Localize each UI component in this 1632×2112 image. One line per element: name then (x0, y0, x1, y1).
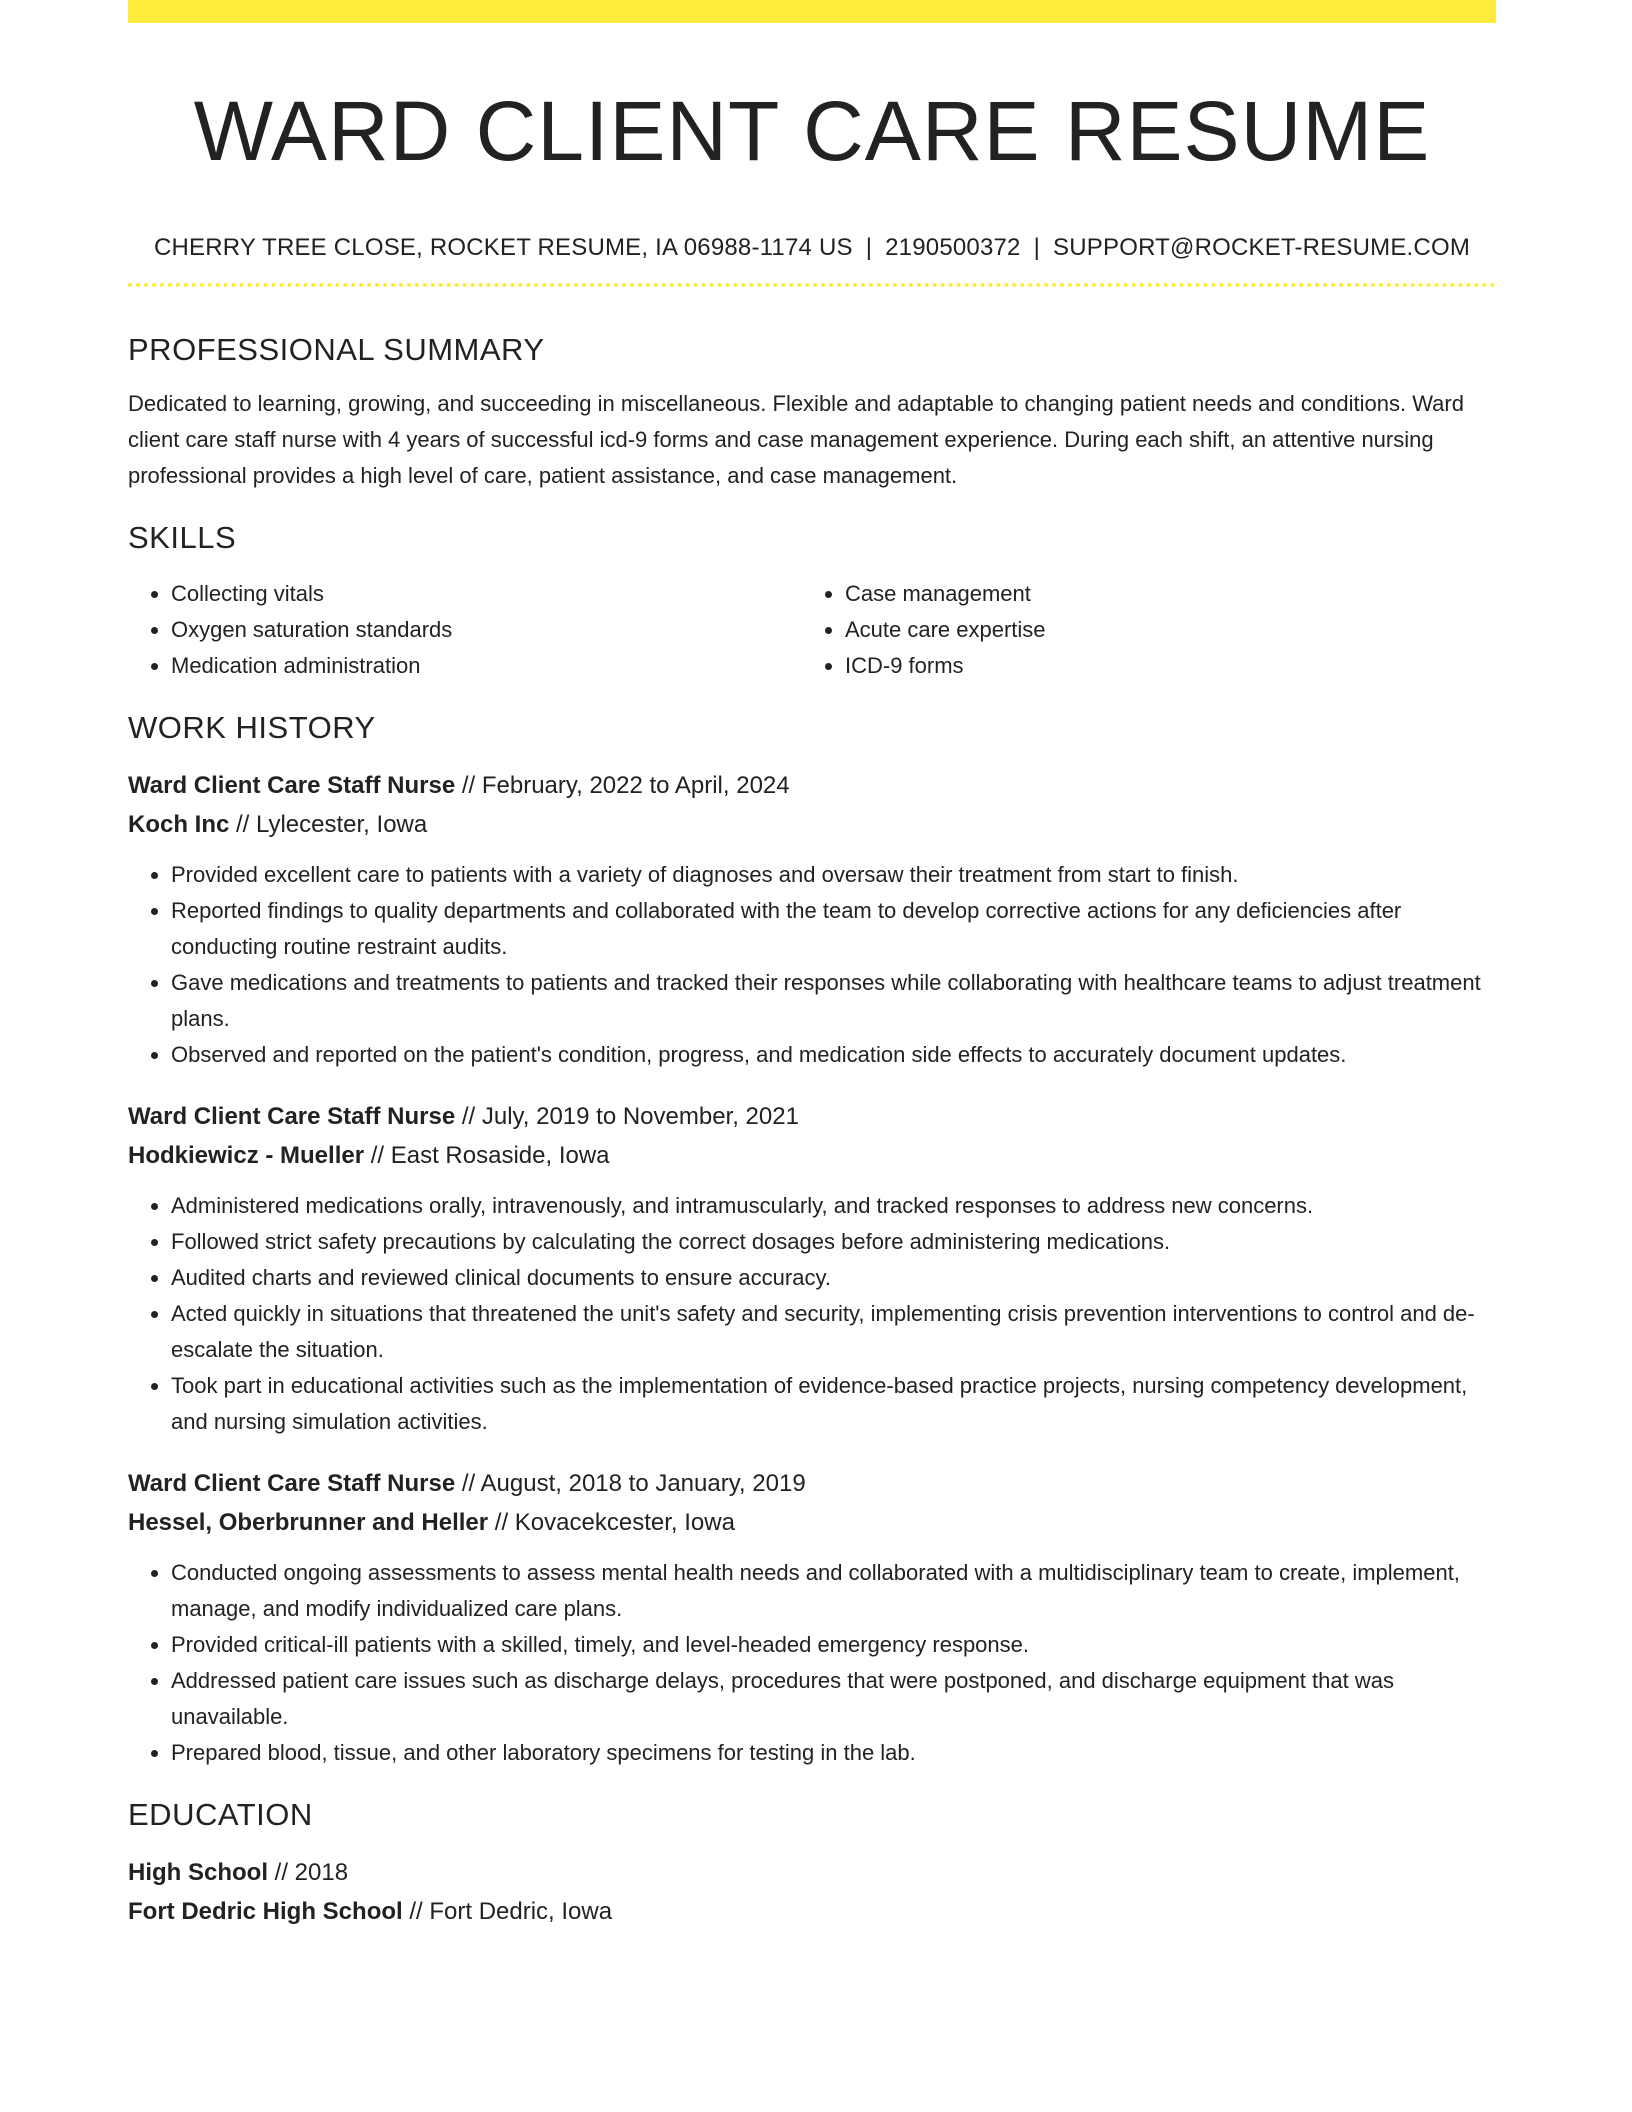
job-company: Hessel, Oberbrunner and Heller (128, 1509, 489, 1536)
job-bullet: • Provided excellent care to patients with a variety of diagnoses and oversaw their treatment from start to finish. (171, 857, 1496, 893)
skill-item: • Acute care expertise (845, 612, 1476, 648)
job-entry (128, 766, 1496, 1073)
job-dates: // July, 2019 to November, 2021 (455, 1103, 799, 1130)
summary-heading: PROFESSIONAL SUMMARY (128, 332, 545, 367)
education-school: Fort Dedric High School (128, 1898, 403, 1925)
job-location: // East Rosaside, Iowa (364, 1142, 610, 1169)
job-dates: // February, 2022 to April, 2024 (455, 772, 790, 799)
education-degree: High School (128, 1859, 268, 1886)
education-heading: EDUCATION (128, 1797, 313, 1832)
work-history-heading: WORK HISTORY (128, 710, 376, 745)
job-bullet: • Prepared blood, tissue, and other laboratory specimens for testing in the lab. (171, 1735, 1496, 1771)
skill-item: • Case management (845, 576, 1476, 612)
contact-separator: | (1033, 234, 1041, 261)
job-entry (128, 1097, 1496, 1440)
contact-separator: | (865, 234, 873, 261)
job-bullet: • Conducted ongoing assessments to assess mental health needs and collaborated with a multidisciplinary team to create, implement, manage, and modify individualized care plans. (171, 1555, 1496, 1627)
job-bullet: • Acted quickly in situations that threatened the unit's safety and security, implementing crisis prevention interventions to control and de-escalate the situation. (171, 1296, 1496, 1368)
skill-item: • ICD-9 forms (845, 648, 1476, 684)
job-title: Ward Client Care Staff Nurse (128, 772, 456, 799)
resume-page (128, 0, 1496, 1931)
skill-item: • Medication administration (171, 648, 802, 684)
contact-address: CHERRY TREE CLOSE, ROCKET RESUME, IA 06988-1174 US (153, 234, 853, 261)
job-bullets (128, 1555, 1496, 1771)
job-location: // Lylecester, Iowa (229, 811, 428, 838)
job-bullet: • Audited charts and reviewed clinical documents to ensure accuracy. (171, 1260, 1496, 1296)
job-bullet: • Followed strict safety precautions by calculating the correct dosages before administering medications. (171, 1224, 1496, 1260)
job-title-line (128, 1464, 1496, 1503)
education-location: // Fort Dedric, Iowa (402, 1898, 613, 1925)
job-bullet: • Reported findings to quality departments and collaborated with the team to develop corrective actions for any deficiencies after conducting routine restraint audits. (171, 893, 1496, 965)
job-title: Ward Client Care Staff Nurse (128, 1470, 456, 1497)
job-bullet: • Provided critical-ill patients with a skilled, timely, and level-headed emergency response. (171, 1627, 1496, 1663)
job-title: Ward Client Care Staff Nurse (128, 1103, 456, 1130)
summary-text: Dedicated to learning, growing, and succeeding in miscellaneous. Flexible and adaptable to changing patient needs and conditions. Ward client care staff nurse with 4 years of successful icd-9 forms and case management experience. During each shift, an attentive nursing professional provides a high level of care, patient assistance, and case management. (128, 391, 1464, 488)
job-bullet: • Took part in educational activities such as the implementation of evidence-based practice projects, nursing competency development, and nursing simulation activities. (171, 1368, 1496, 1440)
contact-email[interactable]: SUPPORT@ROCKET-RESUME.COM (1053, 234, 1471, 261)
skill-item: • Collecting vitals (171, 576, 802, 612)
dotted-divider (128, 283, 1496, 287)
job-company: Koch Inc (128, 811, 230, 838)
job-bullet: • Gave medications and treatments to patients and tracked their responses while collaborating with healthcare teams to adjust treatment plans. (171, 965, 1496, 1037)
skills-heading: SKILLS (128, 520, 237, 555)
resume-title: WARD CLIENT CARE RESUME (193, 84, 1431, 178)
skills-column-left (128, 576, 802, 684)
skills-list (128, 576, 1496, 684)
job-entry (128, 1464, 1496, 1771)
job-company-line (128, 1136, 1496, 1175)
skill-item: • Oxygen saturation standards (171, 612, 802, 648)
job-bullet: • Administered medications orally, intravenously, and intramuscularly, and tracked responses to address new concerns. (171, 1188, 1496, 1224)
job-bullets (128, 857, 1496, 1073)
education-degree-line (128, 1853, 1496, 1892)
contact-phone[interactable]: 2190500372 (885, 234, 1021, 261)
education-entry (128, 1853, 1496, 1931)
education-year: // 2018 (268, 1859, 349, 1886)
job-company: Hodkiewicz - Mueller (128, 1142, 365, 1169)
job-bullets (128, 1188, 1496, 1440)
job-title-line (128, 766, 1496, 805)
job-title-line (128, 1097, 1496, 1136)
job-company-line (128, 805, 1496, 844)
job-bullet: • Observed and reported on the patient's condition, progress, and medication side effects to accurately document updates. (171, 1037, 1496, 1073)
accent-top-bar (128, 0, 1496, 23)
job-bullet: • Addressed patient care issues such as discharge delays, procedures that were postponed, and discharge equipment that was unavailable. (171, 1663, 1496, 1735)
contact-line (128, 232, 1496, 264)
skills-column-right (802, 576, 1476, 684)
job-dates: // August, 2018 to January, 2019 (455, 1470, 806, 1497)
job-company-line (128, 1503, 1496, 1542)
education-school-line (128, 1892, 1496, 1931)
job-location: // Kovacekcester, Iowa (488, 1509, 735, 1536)
